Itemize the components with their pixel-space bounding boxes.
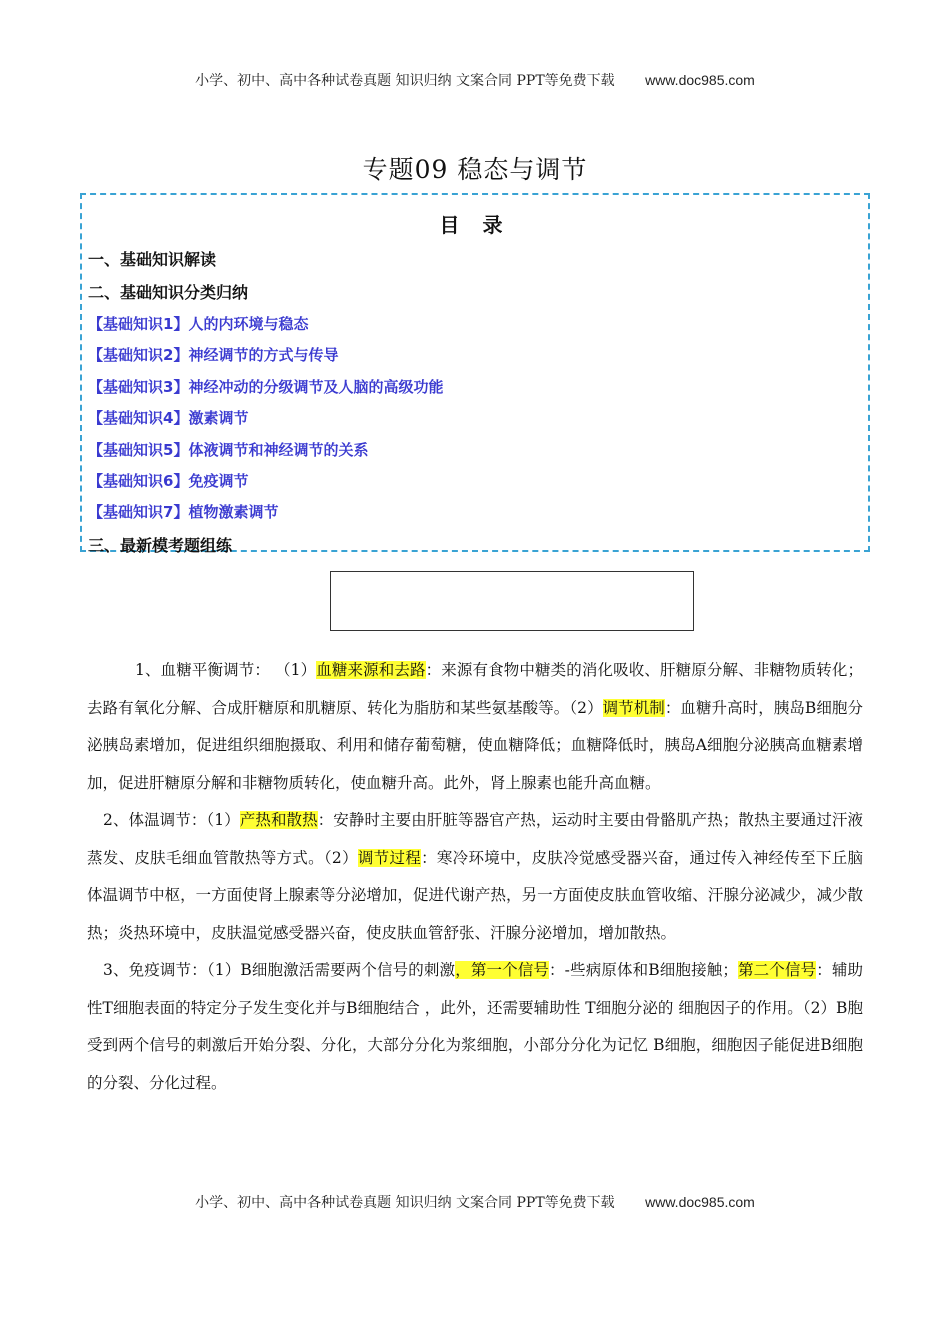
p2-text-c: ：寒冷环境中，皮肤冷觉感受器兴奋，通过传入神经传至下丘脑体温调节中枢，一方面使肾上腺素等分泌增加，促进代谢产热，另一方面使皮肤血管收缩、汗腺分泌减少，减少散热；炎热环境中，皮肤温觉感受器兴奋，使皮肤血管舒张、汗腺分泌增加，增加散热。 <box>87 848 863 942</box>
table-of-contents <box>80 193 870 555</box>
footer-text: 小学、初中、高中各种试卷真题 知识归纳 文案合同 PPT等免费下载 <box>195 1195 615 1211</box>
p1-text-c: ：血糖升高时，胰岛B细胞分泌胰岛素增加，促进组织细胞摄取、利用和储存葡萄糖，使血糖降低；血糖降低时，胰岛A细胞分泌胰高血糖素增加，促进肝糖原分解和非糖物质转化，使血糖升高。此外，肾上腺素也能升高血糖。 <box>87 698 863 792</box>
toc-item-4[interactable]: 【基础知识4】激素调节 <box>88 409 249 427</box>
toc-item-2[interactable]: 【基础知识2】神经调节的方式与传导 <box>88 346 339 364</box>
toc-item-5[interactable]: 【基础知识5】体液调节和神经调节的关系 <box>88 441 369 459</box>
p1-text-a: 1、血糖平衡调节： （1） <box>135 661 317 679</box>
p3-text-c: ：辅助性T细胞表面的特定分子发生变化并与B细胞结合 ，此外，还需要辅助性 T细胞分泌的 细胞因子的作用。（2）B胞受到两个信号的刺激后开始分裂、分化，大部分分化为浆细胞，小部分分化为记忆 B细胞，细胞因子能促进B细胞的分裂、分化过程。 <box>87 961 863 1092</box>
empty-frame <box>330 571 694 631</box>
toc-item-7[interactable]: 【基础知识7】植物激素调节 <box>88 503 279 521</box>
toc-section-1[interactable]: 一、基础知识解读 <box>88 250 217 269</box>
page-footer <box>0 1192 950 1212</box>
p2-text-a: 2、体温调节：（1） <box>103 811 240 829</box>
p1-text-b: ：来源有食物中糖类的消化吸收、肝糖原分解、非糖物质转化；去路有氧化分解、合成肝糖原和肌糖原、转化为脂肪和某些氨基酸等。（2） <box>87 661 863 717</box>
paragraph-body-temperature <box>87 802 863 952</box>
p3-highlight-1: ，第一个信号 <box>455 961 550 979</box>
p3-text-b: ：-些病原体和B细胞接触； <box>549 961 738 979</box>
p1-highlight-2: 调节机制 <box>602 698 665 717</box>
p2-text-b: ：安静时主要由肝脏等器官产热，运动时主要由骨骼肌产热；散热主要通过汗液蒸发、皮肤毛细血管散热等方式。（2） <box>87 811 863 867</box>
p2-highlight-1: 产热和散热 <box>239 811 318 829</box>
toc-item-3[interactable]: 【基础知识3】神经冲动的分级调节及人脑的高级功能 <box>88 378 444 396</box>
toc-section-3[interactable]: 三、最新模考题组练 <box>88 536 233 555</box>
p1-highlight-1: 血糖来源和去路 <box>316 661 426 679</box>
page-header <box>0 70 950 90</box>
toc-heading: 目 录 <box>439 213 511 237</box>
toc-item-6[interactable]: 【基础知识6】免疫调节 <box>88 472 249 490</box>
toc-item-1[interactable]: 【基础知识1】人的内环境与稳态 <box>88 315 309 333</box>
toc-section-2[interactable]: 二、基础知识分类归纳 <box>88 283 249 302</box>
p3-text-a: 3、免疫调节：（1）B细胞激活需要两个信号的刺激 <box>103 961 456 979</box>
p3-highlight-2: 第二个信号 <box>737 961 817 979</box>
paragraph-blood-sugar <box>87 652 863 802</box>
paragraph-immune <box>87 952 863 1102</box>
p2-highlight-2: 调节过程 <box>357 848 422 867</box>
header-text: 小学、初中、高中各种试卷真题 知识归纳 文案合同 PPT等免费下载 <box>195 73 615 89</box>
header-site-link[interactable]: www.doc985.com <box>645 72 755 88</box>
body-text <box>87 652 863 1102</box>
document-title: 专题09 稳态与调节 <box>362 155 588 184</box>
footer-site-link[interactable]: www.doc985.com <box>645 1194 755 1210</box>
